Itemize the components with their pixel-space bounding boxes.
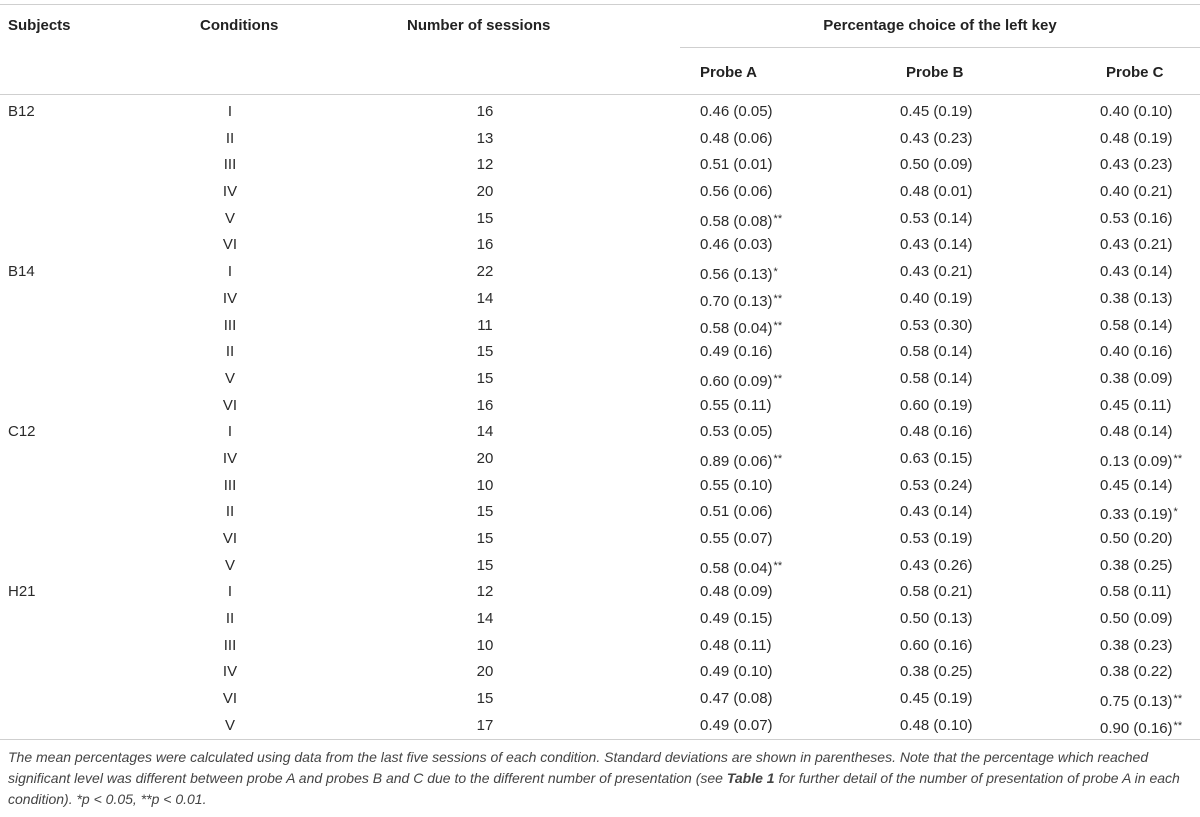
cell-condition-value: VI	[222, 396, 238, 414]
cell-probe-b	[900, 606, 973, 633]
cell-probe-b	[900, 366, 973, 393]
cell-sessions-value: 15	[476, 503, 494, 521]
cell-probe-c	[1100, 206, 1173, 233]
cell-condition	[180, 633, 280, 660]
table-row	[0, 366, 1200, 393]
cell-probe-b	[900, 499, 973, 526]
cell-subject	[8, 99, 35, 126]
significance-marker: **	[773, 292, 783, 305]
cell-probe-c	[1100, 286, 1173, 313]
significance-marker: **	[1173, 452, 1183, 465]
cell-condition-value: IV	[222, 289, 238, 307]
header-conditions: Conditions	[200, 17, 279, 34]
cell-probe-c	[1100, 579, 1171, 606]
cell-probe-b	[900, 259, 973, 286]
cell-probe-a	[700, 259, 778, 289]
significance-marker: **	[773, 559, 783, 572]
table-row	[0, 179, 1200, 206]
cell-sessions-value: 13	[476, 129, 494, 147]
cell-probe-b	[900, 232, 973, 259]
cell-condition	[180, 419, 280, 446]
cell-probe-b	[900, 126, 973, 153]
cell-probe-c	[1100, 393, 1171, 420]
cell-probe-c-value: 0.33 (0.19)	[1100, 506, 1173, 524]
cell-condition-value: V	[224, 556, 235, 574]
cell-sessions	[435, 126, 535, 153]
table-row	[0, 419, 1200, 446]
cell-sessions-value: 15	[476, 556, 494, 574]
cell-condition	[180, 659, 280, 686]
cell-probe-b-value: 0.53 (0.30)	[900, 316, 973, 334]
cell-probe-a-value: 0.51 (0.01)	[700, 156, 773, 174]
cell-sessions-value: 15	[476, 369, 494, 387]
cell-condition-value: I	[227, 583, 233, 601]
cell-probe-a-value: 0.49 (0.10)	[700, 663, 773, 681]
cell-probe-b-value: 0.40 (0.19)	[900, 289, 973, 307]
cell-probe-c-value: 0.58 (0.11)	[1100, 583, 1172, 601]
significance-marker: **	[1173, 693, 1183, 706]
cell-condition	[180, 339, 280, 366]
cell-sessions	[435, 313, 535, 340]
significance-marker: **	[773, 452, 783, 465]
cell-condition	[180, 232, 280, 259]
cell-condition	[180, 686, 280, 713]
cell-condition-value: VI	[222, 530, 238, 547]
cell-condition-value: I	[227, 103, 233, 120]
cell-probe-a-value: 0.58 (0.04)	[700, 559, 773, 577]
cell-probe-c-value: 0.90 (0.16)	[1100, 719, 1173, 737]
cell-sessions	[435, 152, 535, 179]
cell-probe-b-value: 0.58 (0.21)	[900, 583, 973, 601]
cell-probe-c-value: 0.43 (0.14)	[1100, 263, 1173, 281]
cell-probe-a-value: 0.60 (0.09)	[700, 372, 773, 390]
cell-sessions	[435, 526, 535, 553]
table-row	[0, 686, 1200, 713]
cell-condition	[180, 553, 280, 580]
cell-sessions	[435, 232, 535, 259]
cell-probe-b	[900, 179, 973, 206]
cell-probe-c-value: 0.50 (0.20)	[1100, 530, 1173, 547]
cell-probe-b-value: 0.43 (0.14)	[900, 236, 973, 254]
cell-probe-b	[900, 526, 973, 553]
cell-probe-b-value: 0.43 (0.21)	[900, 263, 973, 281]
cell-subject-value: B12	[8, 103, 35, 120]
cell-probe-b	[900, 659, 973, 686]
cell-probe-c	[1100, 606, 1173, 633]
cell-probe-b-value: 0.58 (0.14)	[900, 369, 973, 387]
header-subjects: Subjects	[8, 17, 71, 34]
table-row	[0, 633, 1200, 660]
cell-sessions	[435, 553, 535, 580]
table-row	[0, 446, 1200, 473]
cell-sessions-value: 12	[476, 583, 494, 601]
cell-probe-c	[1100, 232, 1173, 259]
cell-sessions-value: 16	[476, 236, 494, 254]
cell-probe-a	[700, 286, 782, 316]
cell-probe-b	[900, 206, 973, 233]
cell-probe-a	[700, 179, 773, 206]
cell-subject	[8, 259, 35, 286]
cell-probe-a	[700, 686, 773, 713]
cell-sessions-value: 20	[476, 183, 494, 201]
cell-sessions-value: 14	[476, 423, 494, 441]
cell-sessions-value: 15	[476, 343, 494, 361]
cell-probe-a-value: 0.48 (0.09)	[700, 583, 773, 601]
cell-probe-c	[1100, 473, 1173, 500]
cell-probe-c	[1100, 366, 1173, 393]
cell-probe-a-value: 0.56 (0.06)	[700, 183, 773, 201]
cell-probe-c	[1100, 419, 1173, 446]
table-row	[0, 526, 1200, 553]
cell-condition-value: IV	[222, 663, 238, 681]
cell-probe-a-value: 0.49 (0.15)	[700, 610, 773, 628]
significance-marker: **	[773, 319, 783, 332]
cell-probe-b-value: 0.63 (0.15)	[900, 449, 973, 467]
cell-probe-a-value: 0.49 (0.16)	[700, 343, 773, 361]
cell-probe-b	[900, 286, 973, 313]
cell-sessions-value: 14	[476, 289, 494, 307]
table-row	[0, 499, 1200, 526]
cell-sessions	[435, 499, 535, 526]
cell-probe-a-value: 0.58 (0.08)	[700, 212, 773, 230]
cell-probe-b-value: 0.60 (0.19)	[900, 396, 973, 414]
header-sessions: Number of sessions	[407, 17, 551, 34]
cell-probe-a	[700, 526, 773, 553]
cell-condition-value: V	[224, 369, 235, 387]
cell-probe-c	[1100, 526, 1173, 553]
table-row	[0, 339, 1200, 366]
cell-probe-c-value: 0.53 (0.16)	[1100, 209, 1173, 227]
cell-sessions-value: 20	[476, 663, 494, 681]
cell-sessions-value: 15	[476, 530, 494, 547]
cell-probe-b	[900, 152, 973, 179]
cell-probe-b-value: 0.53 (0.19)	[900, 530, 973, 547]
cell-probe-c-value: 0.75 (0.13)	[1100, 693, 1173, 711]
cell-probe-a-value: 0.53 (0.05)	[700, 423, 773, 441]
header-probe-a: Probe A	[700, 64, 757, 81]
cell-probe-c	[1100, 259, 1173, 286]
cell-condition	[180, 393, 280, 420]
cell-condition	[180, 286, 280, 313]
cell-probe-c	[1100, 99, 1173, 126]
cell-subject-value: H21	[8, 583, 36, 601]
cell-sessions	[435, 579, 535, 606]
cell-probe-b-value: 0.60 (0.16)	[900, 636, 973, 654]
cell-probe-a-value: 0.89 (0.06)	[700, 452, 773, 470]
header-probe-b: Probe B	[906, 64, 964, 81]
cell-probe-a	[700, 579, 773, 606]
cell-sessions	[435, 99, 535, 126]
cell-condition	[180, 473, 280, 500]
cell-probe-c	[1100, 659, 1173, 686]
table-row	[0, 126, 1200, 153]
cell-probe-c	[1100, 446, 1182, 476]
cell-probe-b	[900, 473, 973, 500]
cell-probe-a	[700, 126, 773, 153]
cell-probe-b	[900, 553, 973, 580]
cell-condition	[180, 179, 280, 206]
cell-probe-b-value: 0.53 (0.24)	[900, 476, 973, 494]
cell-probe-c-value: 0.13 (0.09)	[1100, 452, 1173, 470]
cell-probe-c-value: 0.40 (0.10)	[1100, 103, 1173, 120]
cell-probe-b-value: 0.43 (0.26)	[900, 556, 973, 574]
cell-probe-a-value: 0.58 (0.04)	[700, 319, 773, 337]
cell-probe-a-value: 0.46 (0.05)	[700, 103, 773, 120]
cell-sessions-value: 11	[477, 316, 493, 334]
cell-probe-b	[900, 579, 973, 606]
cell-probe-b	[900, 419, 973, 446]
cell-probe-b	[900, 393, 973, 420]
cell-probe-c	[1100, 499, 1178, 529]
cell-probe-c	[1100, 633, 1173, 660]
cell-probe-b-value: 0.53 (0.14)	[900, 209, 973, 227]
cell-probe-a	[700, 499, 773, 526]
cell-condition-value: II	[225, 503, 235, 521]
cell-probe-a	[700, 313, 782, 343]
table-row	[0, 152, 1200, 179]
cell-probe-a	[700, 659, 773, 686]
cell-probe-c-value: 0.48 (0.14)	[1100, 423, 1173, 441]
cell-probe-b	[900, 313, 973, 340]
cell-subject-value: B14	[8, 263, 35, 281]
cell-probe-b-value: 0.48 (0.10)	[900, 716, 973, 734]
cell-probe-c-value: 0.58 (0.14)	[1100, 316, 1173, 334]
cell-probe-c	[1100, 313, 1173, 340]
table-row	[0, 286, 1200, 313]
cell-probe-b	[900, 446, 973, 473]
cell-probe-c-value: 0.43 (0.21)	[1100, 236, 1173, 254]
cell-probe-c	[1100, 339, 1173, 366]
significance-marker: **	[773, 212, 783, 225]
cell-condition-value: III	[223, 476, 237, 494]
cell-probe-b-value: 0.58 (0.14)	[900, 343, 973, 361]
cell-probe-c-value: 0.40 (0.21)	[1100, 183, 1173, 201]
cell-probe-b-value: 0.43 (0.14)	[900, 503, 973, 521]
cell-probe-a-value: 0.56 (0.13)	[700, 266, 773, 284]
cell-condition	[180, 606, 280, 633]
cell-probe-a-value: 0.70 (0.13)	[700, 292, 773, 310]
cell-condition-value: VI	[222, 690, 238, 708]
cell-probe-b-value: 0.45 (0.19)	[900, 690, 973, 708]
cell-probe-b	[900, 99, 973, 126]
table-row	[0, 99, 1200, 126]
header-probe-c: Probe C	[1106, 64, 1164, 81]
cell-condition	[180, 99, 280, 126]
cell-probe-b	[900, 686, 973, 713]
table-row	[0, 313, 1200, 340]
cell-condition-value: III	[223, 316, 237, 334]
cell-probe-b	[900, 713, 973, 740]
cell-probe-b-value: 0.48 (0.01)	[900, 183, 973, 201]
footnote-text-1: The mean percentages were calculated using data from the last five sessions of each condition. Standard deviations are shown in parentheses. Note that the percentage which reached significant level was different between probe A and probes B and C due to the different number of presentation (see	[8, 749, 1149, 786]
cell-probe-a	[700, 553, 782, 583]
cell-probe-a-value: 0.46 (0.03)	[700, 236, 773, 254]
cell-condition-value: III	[223, 636, 237, 654]
cell-probe-c	[1100, 126, 1173, 153]
cell-probe-a	[700, 232, 773, 259]
table-row	[0, 206, 1200, 233]
cell-sessions-value: 22	[476, 263, 494, 281]
cell-condition	[180, 526, 280, 553]
cell-sessions-value: 14	[476, 610, 494, 628]
significance-marker: **	[773, 372, 783, 385]
cell-probe-a	[700, 606, 773, 633]
cell-sessions	[435, 659, 535, 686]
cell-sessions	[435, 473, 535, 500]
cell-condition	[180, 152, 280, 179]
cell-probe-a	[700, 339, 773, 366]
cell-probe-a-value: 0.55 (0.11)	[700, 396, 772, 414]
cell-condition	[180, 313, 280, 340]
cell-probe-a-value: 0.55 (0.07)	[700, 530, 773, 547]
cell-probe-c	[1100, 686, 1182, 716]
cell-sessions-value: 12	[476, 156, 494, 174]
cell-probe-a-value: 0.55 (0.10)	[700, 476, 773, 494]
cell-probe-a-value: 0.47 (0.08)	[700, 690, 773, 708]
cell-sessions	[435, 179, 535, 206]
cell-probe-a-value: 0.49 (0.07)	[700, 716, 773, 734]
cell-probe-c-value: 0.45 (0.11)	[1100, 396, 1172, 414]
cell-probe-c-value: 0.43 (0.23)	[1100, 156, 1173, 174]
cell-condition-value: V	[224, 209, 235, 227]
bottom-rule	[0, 739, 1200, 740]
table-row	[0, 259, 1200, 286]
cell-probe-b-value: 0.43 (0.23)	[900, 129, 973, 147]
cell-probe-c-value: 0.48 (0.19)	[1100, 129, 1173, 147]
cell-probe-a	[700, 446, 782, 476]
cell-subject-value: C12	[8, 423, 36, 441]
cell-condition	[180, 206, 280, 233]
cell-probe-b	[900, 339, 973, 366]
cell-probe-b-value: 0.45 (0.19)	[900, 103, 973, 120]
cell-probe-a	[700, 473, 773, 500]
table-row	[0, 659, 1200, 686]
cell-condition	[180, 259, 280, 286]
header-group-rule	[680, 47, 1200, 48]
cell-probe-a	[700, 419, 773, 446]
significance-marker: *	[773, 266, 778, 279]
cell-probe-c-value: 0.38 (0.13)	[1100, 289, 1173, 307]
cell-sessions-value: 10	[476, 636, 494, 654]
cell-probe-b-value: 0.38 (0.25)	[900, 663, 973, 681]
cell-sessions	[435, 393, 535, 420]
cell-probe-a	[700, 152, 773, 179]
cell-sessions-value: 16	[476, 103, 494, 120]
cell-condition	[180, 366, 280, 393]
cell-condition-value: V	[224, 716, 235, 734]
cell-sessions-value: 17	[476, 716, 494, 734]
header-percentage: Percentage choice of the left key	[823, 17, 1057, 34]
cell-probe-a-value: 0.48 (0.06)	[700, 129, 773, 147]
cell-probe-a	[700, 206, 782, 236]
cell-probe-c-value: 0.38 (0.25)	[1100, 556, 1173, 574]
cell-probe-b-value: 0.50 (0.13)	[900, 610, 973, 628]
cell-probe-a-value: 0.48 (0.11)	[700, 636, 772, 654]
cell-probe-c	[1100, 179, 1173, 206]
cell-condition	[180, 126, 280, 153]
cell-condition-value: I	[227, 263, 233, 281]
cell-probe-c-value: 0.50 (0.09)	[1100, 610, 1173, 628]
cell-condition-value: III	[223, 156, 237, 174]
cell-condition	[180, 713, 280, 740]
cell-probe-a	[700, 713, 773, 740]
table-body	[0, 99, 1200, 740]
table-row	[0, 606, 1200, 633]
cell-condition	[180, 446, 280, 473]
cell-sessions	[435, 286, 535, 313]
cell-condition-value: VI	[222, 236, 238, 254]
cell-probe-c-value: 0.38 (0.22)	[1100, 663, 1173, 681]
cell-probe-b-value: 0.48 (0.16)	[900, 423, 973, 441]
cell-probe-c	[1100, 553, 1173, 580]
table-row	[0, 579, 1200, 606]
significance-marker: **	[1173, 719, 1183, 732]
cell-condition-value: II	[225, 610, 235, 628]
cell-probe-a	[700, 393, 771, 420]
cell-sessions	[435, 446, 535, 473]
table-row	[0, 473, 1200, 500]
cell-sessions	[435, 259, 535, 286]
cell-condition	[180, 579, 280, 606]
cell-sessions-value: 10	[476, 476, 494, 494]
cell-condition-value: IV	[222, 183, 238, 201]
cell-probe-a	[700, 633, 771, 660]
cell-condition-value: II	[225, 343, 235, 361]
table-row	[0, 393, 1200, 420]
cell-sessions	[435, 419, 535, 446]
cell-condition	[180, 499, 280, 526]
header-rule	[0, 94, 1200, 95]
cell-probe-b-value: 0.50 (0.09)	[900, 156, 973, 174]
table-row	[0, 553, 1200, 580]
cell-probe-c-value: 0.40 (0.16)	[1100, 343, 1173, 361]
cell-sessions-value: 15	[476, 209, 494, 227]
footnote-text-2: for further detail of the number of presentation of probe A in each condition). *p < 0.05, **p < 0.01.	[8, 770, 1180, 807]
cell-subject	[8, 579, 36, 606]
cell-probe-c-value: 0.38 (0.23)	[1100, 636, 1173, 654]
cell-condition-value: I	[227, 423, 233, 441]
cell-sessions	[435, 606, 535, 633]
cell-probe-c-value: 0.38 (0.09)	[1100, 369, 1173, 387]
cell-probe-c	[1100, 152, 1173, 179]
cell-probe-c-value: 0.45 (0.14)	[1100, 476, 1173, 494]
cell-probe-a	[700, 99, 773, 126]
cell-subject	[8, 419, 36, 446]
table-row	[0, 713, 1200, 740]
footnote-table-link[interactable]: Table 1	[726, 770, 775, 786]
cell-sessions-value: 20	[476, 449, 494, 467]
table-row	[0, 232, 1200, 259]
cell-sessions	[435, 366, 535, 393]
cell-probe-a	[700, 366, 782, 396]
cell-sessions	[435, 633, 535, 660]
cell-probe-a-value: 0.51 (0.06)	[700, 503, 773, 521]
cell-sessions	[435, 206, 535, 233]
top-rule	[0, 4, 1200, 5]
table-footnote	[8, 747, 1194, 810]
cell-sessions	[435, 686, 535, 713]
cell-condition-value: II	[225, 129, 235, 147]
cell-sessions-value: 15	[476, 690, 494, 708]
significance-marker: *	[1173, 506, 1178, 519]
cell-sessions	[435, 339, 535, 366]
cell-sessions	[435, 713, 535, 740]
cell-sessions-value: 16	[476, 396, 494, 414]
cell-condition-value: IV	[222, 449, 238, 467]
cell-probe-b	[900, 633, 973, 660]
